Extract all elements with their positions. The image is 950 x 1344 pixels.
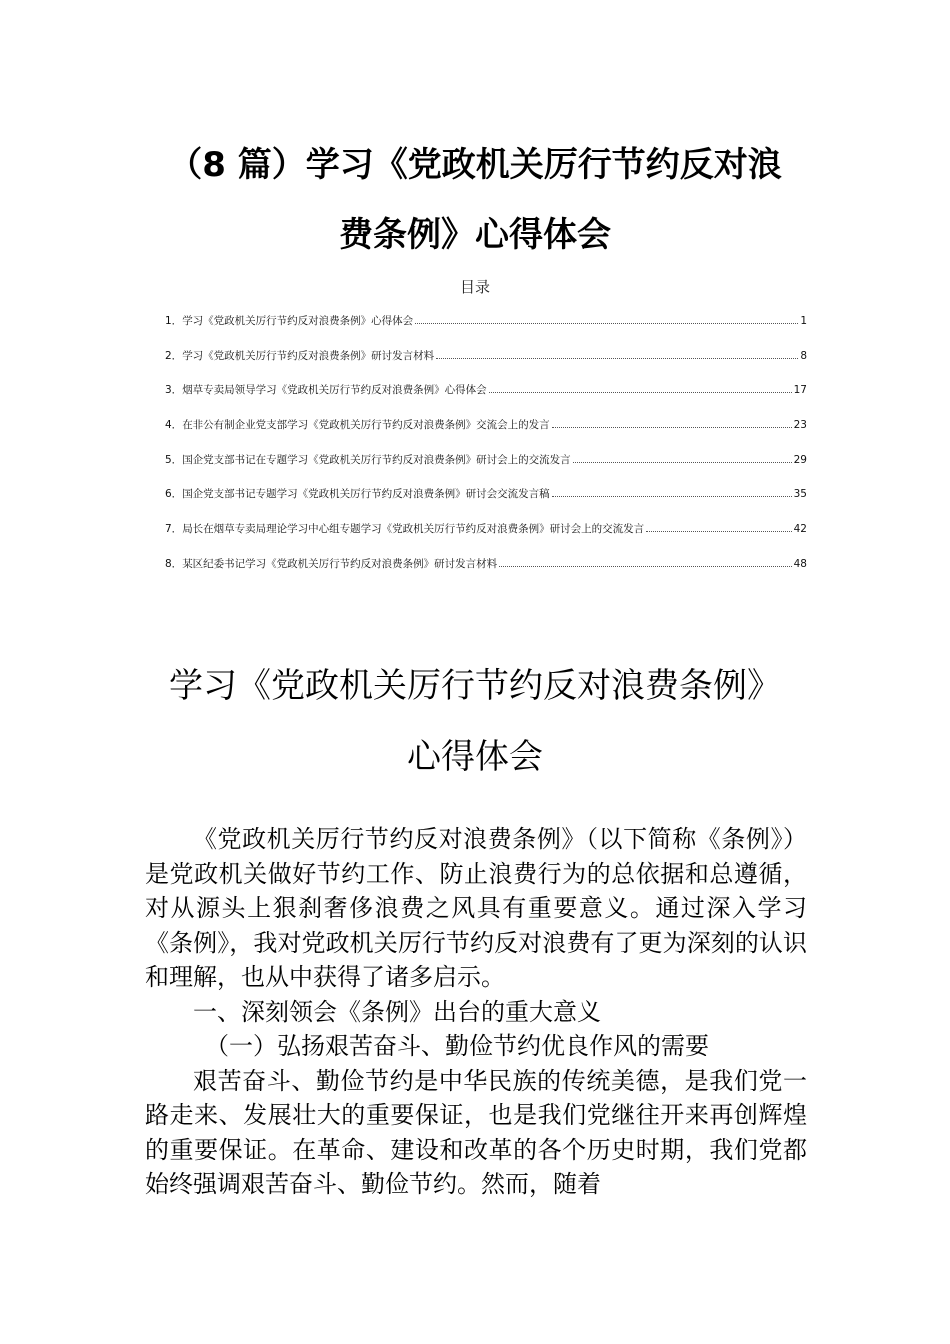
document-title-line1: （8 篇）学习《党政机关厉行节约反对浪 — [168, 145, 782, 185]
toc-item-page: 42 — [793, 523, 807, 536]
body-paragraph: 《党政机关厉行节约反对浪费条例》（以下简称《条例》）是党政机关做好节约工作、防止浪费行为的总依据和总遵循，对从源头上狠刹奢侈浪费之风具有重要意义。通过深入学习《条例》，我对党政机关厉行节约反对浪费有了更为深刻的认识和理解，也从中获得了诸多启示。 — [145, 825, 807, 991]
toc-item-number: 7． — [165, 523, 183, 536]
toc-item-text: 局长在烟草专卖局理论学习中心组专题学习《党政机关厉行节约反对浪费条例》研讨会上的交流发言 — [182, 523, 645, 536]
toc-item[interactable] — [165, 555, 807, 590]
toc-item[interactable] — [165, 520, 807, 555]
toc-item-number: 8． — [165, 557, 183, 570]
toc-item[interactable] — [165, 381, 807, 416]
toc-leader-dots — [415, 312, 798, 324]
toc-item-number: 3． — [165, 384, 183, 397]
toc-leader-dots — [646, 520, 791, 532]
subheading-level2: （一）弘扬艰苦奋斗、勤俭节约优良作风的需要 — [205, 1032, 709, 1060]
toc-item-text: 学习《党政机关厉行节约反对浪费条例》研讨发言材料 — [182, 349, 435, 362]
table-of-contents — [165, 312, 807, 590]
toc-item-number: 6． — [165, 488, 183, 501]
toc-item-page: 23 — [793, 419, 807, 432]
toc-item-text: 国企党支部书记在专题学习《党政机关厉行节约反对浪费条例》研讨会上的交流发言 — [182, 453, 571, 466]
toc-item-page: 1 — [800, 315, 807, 327]
body-paragraph: 艰苦奋斗、勤俭节约是中华民族的传统美德，是我们党一路走来、发展壮大的重要保证，也是我们党继往开来再创辉煌的重要保证。在革命、建设和改革的各个历史时期，我们党都始终强调艰苦奋斗、勤俭节约。然而，随着 — [145, 1066, 807, 1198]
section-title-line2: 心得体会 — [407, 737, 543, 777]
toc-leader-dots — [552, 485, 792, 497]
toc-item[interactable] — [165, 451, 807, 486]
toc-leader-dots — [499, 555, 791, 567]
toc-item-text: 国企党支部书记专题学习《党政机关厉行节约反对浪费条例》研讨会交流发言稿 — [182, 488, 550, 501]
toc-item-number: 2． — [165, 349, 183, 362]
toc-item-number: 4． — [165, 419, 183, 432]
toc-item-text: 学习《党政机关厉行节约反对浪费条例》心得体会 — [182, 315, 414, 327]
section-body — [145, 822, 807, 1202]
toc-item-text: 烟草专卖局领导学习《党政机关厉行节约反对浪费条例》心得体会 — [182, 384, 487, 397]
toc-leader-dots — [489, 381, 792, 393]
toc-item-page: 29 — [793, 453, 807, 466]
section-title-line1: 学习《党政机关厉行节约反对浪费条例》 — [169, 666, 781, 706]
toc-item[interactable] — [165, 347, 807, 382]
toc-item[interactable] — [165, 312, 807, 347]
toc-item-text: 某区纪委书记学习《党政机关厉行节约反对浪费条例》研讨发言材料 — [182, 557, 498, 570]
toc-leader-dots — [552, 416, 792, 428]
toc-item-text: 在非公有制企业党支部学习《党政机关厉行节约反对浪费条例》交流会上的发言 — [182, 419, 550, 432]
toc-item-page: 35 — [793, 488, 807, 501]
toc-item-number: 1． — [165, 315, 183, 327]
toc-item-number: 5． — [165, 453, 183, 466]
toc-item[interactable] — [165, 485, 807, 520]
toc-item-page: 17 — [793, 384, 807, 397]
toc-item[interactable] — [165, 416, 807, 451]
toc-leader-dots — [436, 347, 798, 359]
toc-item-page: 48 — [793, 557, 807, 570]
document-title-line2: 费条例》心得体会 — [339, 215, 611, 255]
subheading-level1: 一、深刻领会《条例》出台的重大意义 — [193, 997, 601, 1026]
toc-item-page: 8 — [800, 349, 807, 362]
toc-heading: 目录 — [459, 278, 490, 296]
toc-leader-dots — [573, 451, 792, 463]
